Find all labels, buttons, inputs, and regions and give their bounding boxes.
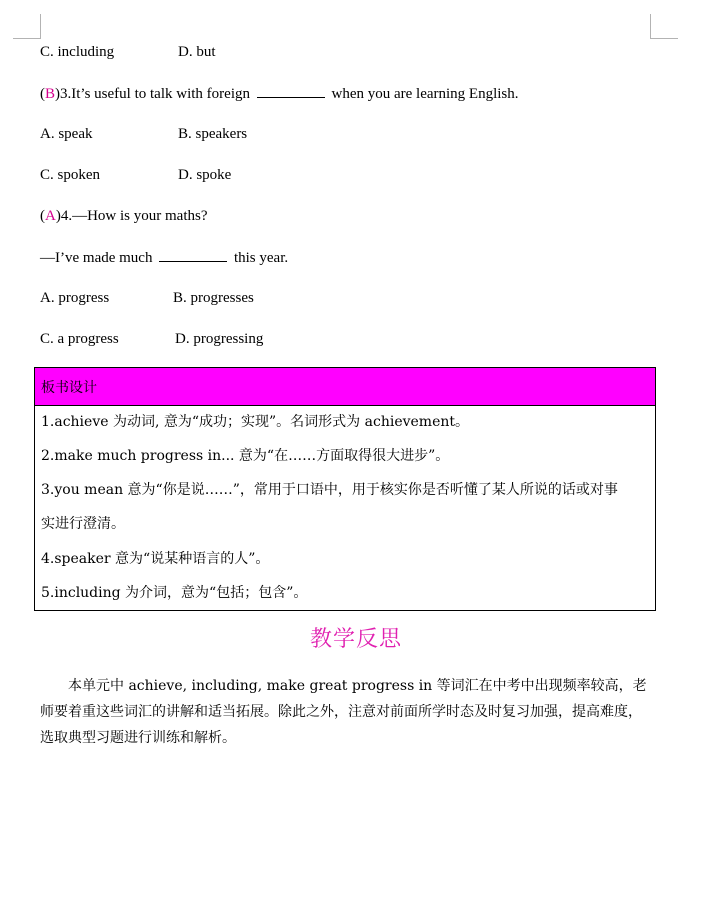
q2-option-d: D. but: [178, 44, 216, 60]
q4-blank: [159, 247, 227, 262]
q3-option-b: B. speakers: [178, 126, 248, 142]
box-item-1: 1.achieve 为动词, 意为“成功；实现”。名词形式为 achievement。: [41, 414, 469, 430]
q4-stem: 4.—How is your maths?: [60, 208, 208, 224]
q3-stem-a: 3.It’s useful to talk with foreign: [60, 86, 250, 102]
q3-blank: [257, 83, 325, 98]
question-4-reply: [40, 247, 288, 268]
q3-option-a: A. speak: [40, 126, 93, 142]
box-item-3: 3.you mean 意为“你是说……”，常用于口语中，用于核实你是否听懂了某人所说的话或对事: [41, 482, 618, 498]
q4-option-c: C. a progress: [40, 331, 119, 347]
page-corner-mark-top-left: [13, 14, 41, 39]
reflection-title: 教学反思: [309, 627, 402, 652]
q3-stem-b: when you are learning English.: [331, 86, 519, 102]
question-3: (B)3.It’s useful to talk with foreign when you are learning English.: [40, 83, 519, 104]
box-item-5: 5.including 为介词，意为“包括；包含”。: [41, 585, 308, 601]
page-corner-mark-top-right: [650, 14, 678, 39]
box-item-4: 4.speaker 意为“说某种语言的人”。: [41, 551, 270, 567]
reflection-paragraph: 本单元中 achieve, including, make great progress in 等词汇在中考中出现频率较高，老师要着重这些词汇的讲解和适当拓展。除此之外，注意对前面所学时态及时复习加强，提高难度，选取典型习题进行训练和解析。: [40, 678, 647, 746]
box-item-2: 2.make much progress in... 意为“在……方面取得很大进步”。: [41, 448, 450, 464]
q2-option-c: C. including: [40, 44, 115, 60]
q4-reply-a: —I’ve made much: [40, 250, 153, 266]
q4-option-d: D. progressing: [175, 331, 264, 347]
q3-option-c: C. spoken: [40, 167, 100, 183]
question-4: (A)4.—How is your maths?: [40, 208, 208, 224]
box-item-3-continued: 实进行澄清。: [41, 516, 125, 532]
q3-answer: B: [45, 86, 56, 102]
q4-option-a: A. progress: [40, 290, 110, 306]
blackboard-design-header: [35, 368, 655, 406]
q4-option-b: B. progresses: [173, 290, 254, 306]
q4-reply-b: this year.: [233, 250, 289, 266]
q3-option-d: D. spoke: [178, 167, 232, 183]
blackboard-design-title: 板书设计: [41, 380, 97, 396]
blackboard-design-box: [34, 367, 656, 611]
q4-answer: A: [45, 208, 56, 224]
